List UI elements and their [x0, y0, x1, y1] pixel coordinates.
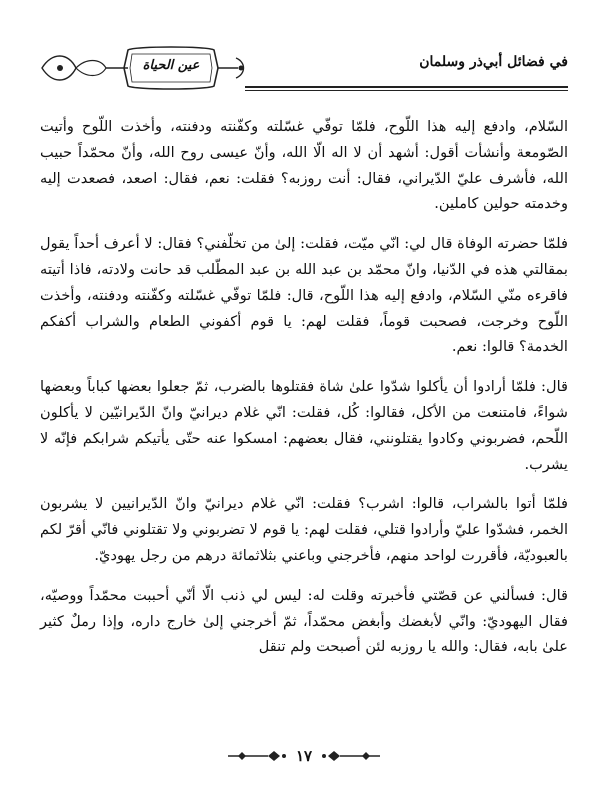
footer-ornament-right — [322, 750, 380, 762]
paragraph: السّلام، وادفع إليه هذا اللّوح، فلمّا توفّي غسّلته وكفّنته ودفنته، وأخذت اللّوح وأتيت الصّومعة وأنشأت أقول: أشهد أن لا اله الّا الله، وأنّ عيسى روح الله، وأنّ محمّداً حبيب الله، فأشرف عليّ الدّيراني، فقال: أنت روزبه؟ فقلت: نعم، فقال: اصعد، فصعدت إليه وخدمته حولين كاملين. — [40, 118, 568, 213]
header-rule-thin — [245, 90, 568, 91]
paragraph: قال: فسألني عن قصّتي فأخبرته وقلت له: ليس لي ذنب الّا أنّي أحببت محمّداً ووصيّه، فقال اليهوديّ: وانّي لأبغضك وأبغض محمّداً، ثمّ أخرجني إلىٰ خارج داره، وإذا رملٌ كثير علىٰ بابه، فقال: والله يا روزبه لئن أصبحت ولم تنقل — [40, 586, 568, 656]
paragraph: فلمّا أتوا بالشراب، قالوا: اشرب؟ فقلت: انّي غلام ديرانيّ وانّ الدّيرانيين لا يشربون الخمر، فشدّوا عليّ وأرادوا قتلي، فقلت لهم: يا قوم لا تضربوني ولا تقتلوني فانّي أقرّ لكم بالعبوديّة، فأقررت لواحد منهم، فأخرجني وباعني بثلاثمائة درهم من رجل يهوديّ. — [40, 495, 568, 564]
paragraph: فلمّا حضرته الوفاة قال لي: انّي ميّت، فقلت: إلىٰ من تخلّفني؟ فقال: لا أعرف أحداً يقول بمقالتي هذه في الدّنيا، وانّ محمّد بن عبد الله بن عبد المطّلب قد حانت ولادته، فاذا أتيته فاقرءه منّي السّلام، وادفع إليه هذا اللّوح، قال: فلمّا توفّي غسّلته وكفّنته ودفنته، وأخذت اللّوح وخرجت، فصحبت قوماً، فقلت لهم: يا قوم أكفوني الطعام والشراب أكفكم الخدمة؟ قالوا: نعم. — [40, 235, 568, 356]
paragraph: قال: فلمّا أرادوا أن يأكلوا شدّوا علىٰ شاة فقتلوها بالضرب، ثمّ جعلوا بعضها كباباً وبعضها شواءً، فامتنعت من الأكل، فقالوا: كُل، فقلت: انّي غلام ديرانيّ وانّ الدّيرانيّين لا يأكلون اللّحم، فضربوني وكادوا يقتلونني، فقال بعضهم: امسكوا عنه حتّى يأتيكم شرابكم فإنّه لا يشرب. — [40, 378, 568, 473]
page-number: ١٧ — [295, 747, 313, 765]
header-rule — [245, 86, 568, 88]
page-body — [40, 114, 568, 674]
running-title: في فضائل أبي‌ذر وسلمان — [419, 54, 568, 70]
page-header — [40, 40, 568, 102]
footer-ornament-left — [228, 750, 286, 762]
page-footer — [0, 742, 608, 770]
ornament-title: عين الحياة — [142, 57, 200, 73]
